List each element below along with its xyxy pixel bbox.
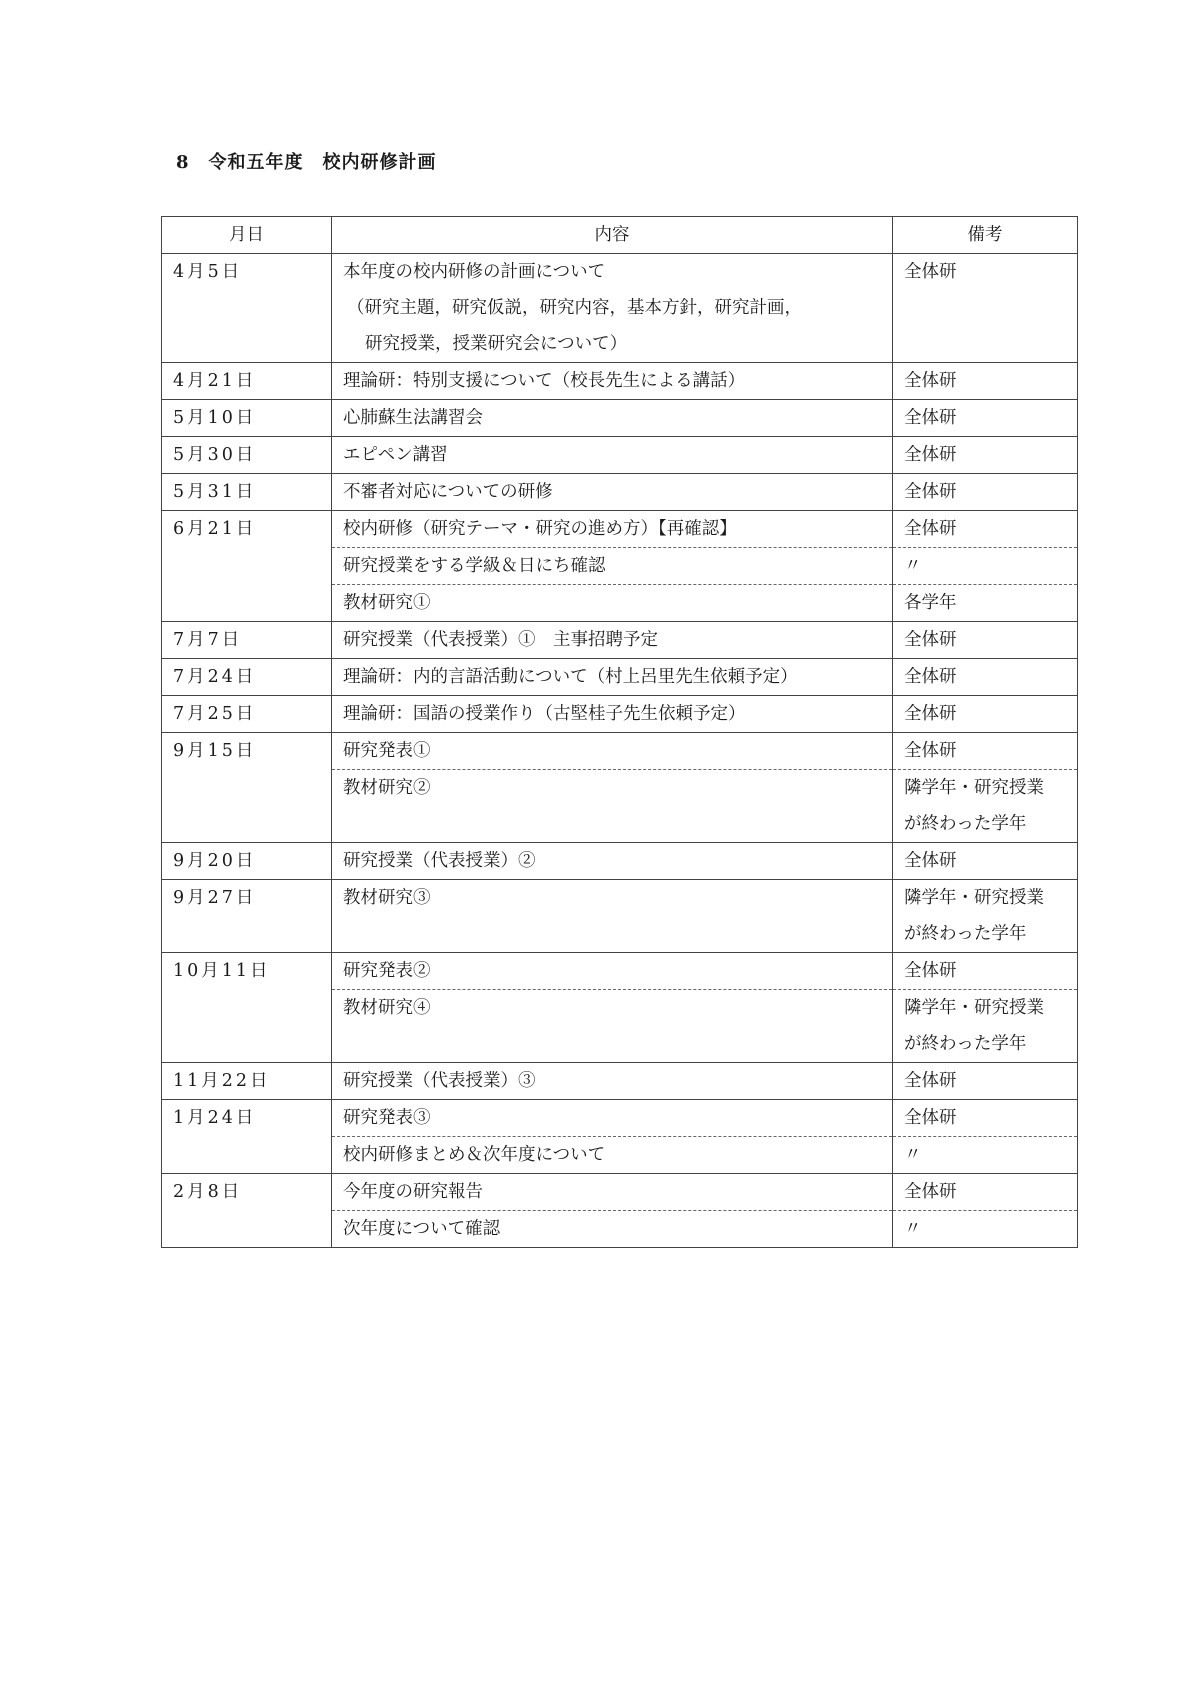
note-cell — [893, 1063, 1078, 1100]
content-line: 研究発表③ — [343, 1108, 431, 1128]
content-cell — [332, 622, 893, 659]
content-cell — [332, 400, 893, 437]
content-cell — [332, 990, 893, 1063]
note-line: 〃 — [904, 1219, 922, 1239]
content-line: 教材研究③ — [343, 888, 431, 908]
content-line: 研究発表① — [343, 741, 431, 761]
table-row — [162, 1174, 1078, 1211]
content-line: 理論研：内的言語活動について（村上呂里先生依頼予定） — [343, 667, 798, 687]
date-cell: 5月10日 — [162, 400, 332, 437]
table-row — [162, 622, 1078, 659]
note-cell — [893, 1137, 1078, 1174]
content-line: 本年度の校内研修の計画について — [343, 262, 606, 282]
note-cell — [893, 880, 1078, 953]
table-row — [162, 880, 1078, 953]
content-cell — [332, 880, 893, 953]
date-cell: 4月21日 — [162, 363, 332, 400]
content-line: 今年度の研究報告 — [343, 1182, 483, 1202]
note-cell — [893, 659, 1078, 696]
note-cell — [893, 622, 1078, 659]
date-cell: 9月20日 — [162, 843, 332, 880]
note-line: 全体研 — [904, 630, 957, 650]
note-line: 全体研 — [904, 1182, 957, 1202]
note-line: が終わった学年 — [904, 814, 1027, 834]
note-line: 隣学年・研究授業 — [904, 998, 1044, 1018]
table-row — [162, 843, 1078, 880]
date-cell: 9月27日 — [162, 880, 332, 953]
content-cell — [332, 1137, 893, 1174]
note-line: 全体研 — [904, 445, 957, 465]
note-cell — [893, 770, 1078, 843]
content-line: 研究授業（代表授業）③ — [343, 1071, 536, 1091]
date-cell: 6月21日 — [162, 511, 332, 622]
note-line: 全体研 — [904, 408, 957, 428]
note-cell — [893, 511, 1078, 548]
note-cell — [893, 1174, 1078, 1211]
table-row — [162, 363, 1078, 400]
content-cell — [332, 437, 893, 474]
content-line: 研究授業をする学級＆日にち確認 — [343, 556, 606, 576]
content-cell — [332, 474, 893, 511]
table-row — [162, 696, 1078, 733]
column-header-content: 内容 — [332, 217, 893, 254]
content-line: 研究授業（代表授業）① 主事招聘予定 — [343, 630, 658, 650]
content-line: 研究授業，授業研究会について） — [365, 334, 628, 354]
content-line: 研究発表② — [343, 961, 431, 981]
note-line: 隣学年・研究授業 — [904, 778, 1044, 798]
note-cell — [893, 437, 1078, 474]
table-row — [162, 1100, 1078, 1137]
note-line: 全体研 — [904, 961, 957, 981]
date-cell: 11月22日 — [162, 1063, 332, 1100]
note-cell — [893, 1100, 1078, 1137]
content-cell — [332, 254, 893, 363]
date-cell: 9月15日 — [162, 733, 332, 843]
date-cell: 4月5日 — [162, 254, 332, 363]
content-line: 校内研修まとめ＆次年度について — [343, 1145, 606, 1165]
content-line: 次年度について確認 — [343, 1219, 501, 1239]
note-cell — [893, 843, 1078, 880]
note-line: 隣学年・研究授業 — [904, 888, 1044, 908]
note-cell — [893, 254, 1078, 363]
content-cell — [332, 696, 893, 733]
content-line: 理論研：特別支援について（校長先生による講話） — [343, 371, 746, 391]
content-cell — [332, 511, 893, 548]
date-cell: 7月24日 — [162, 659, 332, 696]
content-line: （研究主題，研究仮説，研究内容，基本方針，研究計画， — [347, 298, 802, 318]
date-cell: 7月25日 — [162, 696, 332, 733]
note-line: 全体研 — [904, 519, 957, 539]
content-line: 教材研究① — [343, 593, 431, 613]
content-line: 校内研修（研究テーマ・研究の進め方）【再確認】 — [343, 519, 737, 539]
content-cell — [332, 843, 893, 880]
note-line: 全体研 — [904, 482, 957, 502]
note-cell — [893, 585, 1078, 622]
table-header-row — [162, 217, 1078, 254]
content-cell — [332, 770, 893, 843]
note-line: 全体研 — [904, 1108, 957, 1128]
content-cell — [332, 953, 893, 990]
note-line: 各学年 — [904, 593, 957, 613]
table-row — [162, 1063, 1078, 1100]
note-line: 全体研 — [904, 741, 957, 761]
note-line: 全体研 — [904, 667, 957, 687]
content-cell — [332, 733, 893, 770]
content-cell — [332, 1174, 893, 1211]
content-cell — [332, 585, 893, 622]
content-line: 不審者対応についての研修 — [343, 482, 553, 502]
date-cell: 10月11日 — [162, 953, 332, 1063]
content-line: 教材研究② — [343, 778, 431, 798]
content-cell — [332, 548, 893, 585]
table-row — [162, 400, 1078, 437]
column-header-date: 月日 — [162, 217, 332, 254]
table-row — [162, 953, 1078, 990]
note-cell — [893, 990, 1078, 1063]
content-line: 心肺蘇生法講習会 — [343, 408, 483, 428]
date-cell: 2月8日 — [162, 1174, 332, 1248]
note-line: 〃 — [904, 556, 922, 576]
table-row — [162, 474, 1078, 511]
note-cell — [893, 548, 1078, 585]
table-row — [162, 659, 1078, 696]
table-row — [162, 733, 1078, 770]
note-line: 全体研 — [904, 262, 957, 282]
note-line: 全体研 — [904, 371, 957, 391]
note-line: 全体研 — [904, 851, 957, 871]
table-body — [162, 254, 1078, 1248]
page-title: 8 令和五年度 校内研修計画 — [176, 152, 437, 173]
note-cell — [893, 474, 1078, 511]
content-line: 研究授業（代表授業）② — [343, 851, 536, 871]
note-line: が終わった学年 — [904, 1034, 1027, 1054]
table-row — [162, 511, 1078, 548]
note-cell — [893, 696, 1078, 733]
date-cell: 7月7日 — [162, 622, 332, 659]
training-schedule-table — [161, 216, 1078, 1248]
note-cell — [893, 363, 1078, 400]
content-cell — [332, 1211, 893, 1248]
content-cell — [332, 659, 893, 696]
note-cell — [893, 400, 1078, 437]
content-cell — [332, 1063, 893, 1100]
note-cell — [893, 733, 1078, 770]
note-line: 全体研 — [904, 1071, 957, 1091]
column-header-note: 備考 — [893, 217, 1078, 254]
content-cell — [332, 363, 893, 400]
note-line: 〃 — [904, 1145, 922, 1165]
content-cell — [332, 1100, 893, 1137]
date-cell: 5月31日 — [162, 474, 332, 511]
note-line: が終わった学年 — [904, 924, 1027, 944]
date-cell: 1月24日 — [162, 1100, 332, 1174]
table-row — [162, 437, 1078, 474]
content-line: 理論研：国語の授業作り（古堅桂子先生依頼予定） — [343, 704, 746, 724]
date-cell: 5月30日 — [162, 437, 332, 474]
note-line: 全体研 — [904, 704, 957, 724]
note-cell — [893, 953, 1078, 990]
content-line: 教材研究④ — [343, 998, 431, 1018]
content-line: エピペン講習 — [343, 445, 448, 465]
table-row — [162, 254, 1078, 363]
note-cell — [893, 1211, 1078, 1248]
